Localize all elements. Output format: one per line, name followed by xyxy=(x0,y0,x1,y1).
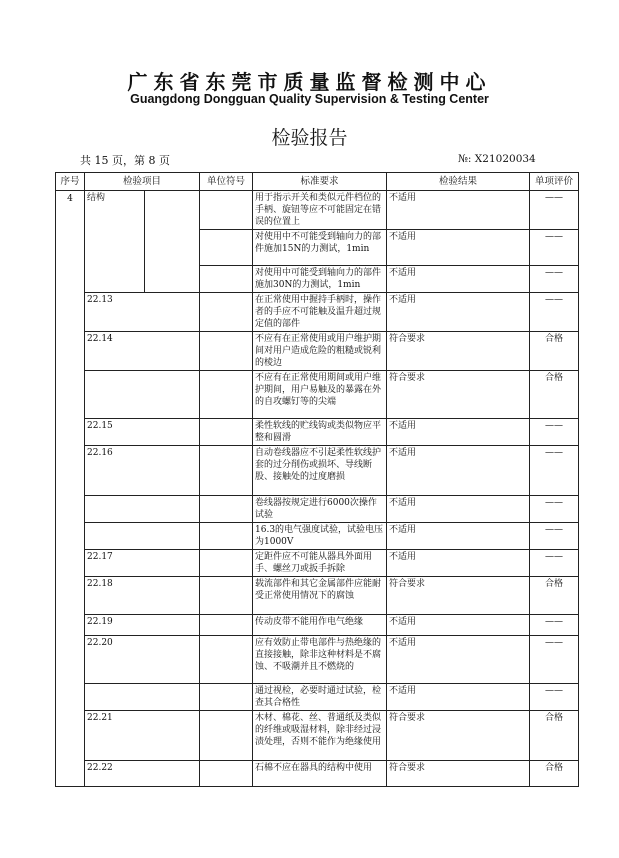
requirement-cell: 传动皮带不能用作电气绝缘 xyxy=(253,615,387,636)
unit-cell xyxy=(200,550,253,577)
verdict-cell: 合格 xyxy=(530,577,579,615)
result-cell: 符合要求 xyxy=(387,332,530,371)
clause-cell: 22.16 xyxy=(85,446,200,496)
table-row xyxy=(56,371,579,419)
unit-cell xyxy=(200,230,253,266)
col-header-requirement: 标准要求 xyxy=(253,173,387,191)
requirement-cell: 16.3的电气强度试验，试验电压为1000V xyxy=(253,523,387,550)
verdict-cell: —— xyxy=(530,684,579,711)
result-cell: 符合要求 xyxy=(387,371,530,419)
requirement-cell: 用于指示开关和类似元件档位的手柄、旋钮等应不可能固定在错误的位置上 xyxy=(253,191,387,230)
requirement-cell: 通过视检，必要时通过试验，检查其合格性 xyxy=(253,684,387,711)
unit-cell xyxy=(200,419,253,446)
unit-cell xyxy=(200,711,253,761)
result-cell: 符合要求 xyxy=(387,577,530,615)
col-header-item: 检验项目 xyxy=(85,173,200,191)
table-row xyxy=(56,711,579,761)
result-cell: 不适用 xyxy=(387,496,530,523)
verdict-cell: —— xyxy=(530,266,579,293)
unit-cell xyxy=(200,577,253,615)
unit-cell xyxy=(200,293,253,332)
item-cell xyxy=(85,191,200,293)
table-row xyxy=(56,550,579,577)
unit-cell xyxy=(200,191,253,230)
org-name-english: Guangdong Dongguan Quality Supervision & Testing Center xyxy=(130,92,489,106)
inspection-table xyxy=(55,172,579,787)
verdict-cell: —— xyxy=(530,523,579,550)
verdict-cell: 合格 xyxy=(530,761,579,787)
table-row xyxy=(56,636,579,684)
verdict-cell: 合格 xyxy=(530,332,579,371)
clause-cell xyxy=(85,523,200,550)
result-cell: 不适用 xyxy=(387,266,530,293)
clause-cell: 22.13 xyxy=(85,293,200,332)
unit-cell xyxy=(200,496,253,523)
verdict-cell: 合格 xyxy=(530,371,579,419)
table-row xyxy=(56,191,579,230)
org-name-chinese: 广东省东莞市质量监督检测中心 xyxy=(127,70,492,94)
requirement-cell: 卷线器按规定进行6000次操作试验 xyxy=(253,496,387,523)
result-cell: 不适用 xyxy=(387,446,530,496)
col-header-unit: 单位符号 xyxy=(200,173,253,191)
result-cell: 符合要求 xyxy=(387,761,530,787)
clause-cell: 22.19 xyxy=(85,615,200,636)
clause-cell: 22.14 xyxy=(85,332,200,371)
verdict-cell: —— xyxy=(530,293,579,332)
unit-cell xyxy=(200,332,253,371)
table-row xyxy=(56,293,579,332)
requirement-cell: 不应有在正常使用或用户维护期间对用户造成危险的粗糙或锐利的棱边 xyxy=(253,332,387,371)
result-cell: 符合要求 xyxy=(387,711,530,761)
clause-cell xyxy=(85,684,200,711)
col-header-verdict: 单项评价 xyxy=(530,173,579,191)
unit-cell xyxy=(200,636,253,684)
clause-cell: 22.20 xyxy=(85,636,200,684)
result-cell: 不适用 xyxy=(387,636,530,684)
verdict-cell: —— xyxy=(530,636,579,684)
requirement-cell: 木材、棉花、丝、普通纸及类似的纤维或吸湿材料，除非经过浸渍处理，否则不能作为绝缘使用 xyxy=(253,711,387,761)
unit-cell xyxy=(200,615,253,636)
table-row xyxy=(56,496,579,523)
col-header-result: 检验结果 xyxy=(387,173,530,191)
table-row xyxy=(56,419,579,446)
seq-cell: 4 xyxy=(56,191,85,787)
verdict-cell: —— xyxy=(530,615,579,636)
verdict-cell: —— xyxy=(530,550,579,577)
requirement-cell: 在正常使用中握持手柄时，操作者的手应不可能触及温升超过规定值的部件 xyxy=(253,293,387,332)
result-cell: 不适用 xyxy=(387,293,530,332)
result-cell: 不适用 xyxy=(387,191,530,230)
page-info: 共 15 页，第 8 页 xyxy=(80,154,170,167)
verdict-cell: 合格 xyxy=(530,711,579,761)
result-cell: 不适用 xyxy=(387,684,530,711)
verdict-cell: —— xyxy=(530,230,579,266)
clause-cell: 22.15 xyxy=(85,419,200,446)
unit-cell xyxy=(200,446,253,496)
table-row xyxy=(56,446,579,496)
report-title: 检验报告 xyxy=(271,127,348,149)
result-cell: 不适用 xyxy=(387,615,530,636)
verdict-cell: —— xyxy=(530,191,579,230)
table-row xyxy=(56,523,579,550)
table-row xyxy=(56,577,579,615)
result-cell: 不适用 xyxy=(387,523,530,550)
table-row xyxy=(56,615,579,636)
unit-cell xyxy=(200,371,253,419)
verdict-cell: —— xyxy=(530,496,579,523)
result-cell: 不适用 xyxy=(387,550,530,577)
clause-cell: 22.18 xyxy=(85,577,200,615)
requirement-cell: 定距件应不可能从器具外面用手、螺丝刀或扳手拆除 xyxy=(253,550,387,577)
clause-cell: 22.22 xyxy=(85,761,200,787)
table-row xyxy=(56,684,579,711)
clause-cell xyxy=(85,371,200,419)
requirement-cell: 应有效防止带电部件与热绝缘的直接接触，除非这种材料是不腐蚀、不吸潮并且不燃烧的 xyxy=(253,636,387,684)
item-name: 结构 xyxy=(85,191,145,292)
table-row xyxy=(56,332,579,371)
unit-cell xyxy=(200,761,253,787)
verdict-cell: —— xyxy=(530,446,579,496)
verdict-cell: —— xyxy=(530,419,579,446)
requirement-cell: 自动卷线器应不引起柔性软线护套的过分削伤或损坏、导线断股、接触处的过度磨损 xyxy=(253,446,387,496)
requirement-cell: 对使用中不可能受到轴向力的部件施加15N的力测试，1min xyxy=(253,230,387,266)
unit-cell xyxy=(200,684,253,711)
requirement-cell: 对使用中可能受到轴向力的部件施加30N的力测试，1min xyxy=(253,266,387,293)
clause-cell: 22.21 xyxy=(85,711,200,761)
clause-cell: 22.17 xyxy=(85,550,200,577)
col-header-seq: 序号 xyxy=(56,173,85,191)
unit-cell xyxy=(200,523,253,550)
result-cell: 不适用 xyxy=(387,419,530,446)
unit-cell xyxy=(200,266,253,293)
requirement-cell: 柔性软线的贮线钩或类似物应平整和圆滑 xyxy=(253,419,387,446)
requirement-cell: 载流部件和其它金属部件应能耐受正常使用情况下的腐蚀 xyxy=(253,577,387,615)
clause-cell xyxy=(85,496,200,523)
table-header-row xyxy=(56,173,579,191)
requirement-cell: 不应有在正常使用期间或用户维护期间，用户易触及的暴露在外的自攻螺钉等的尖端 xyxy=(253,371,387,419)
report-number: №: X21020034 xyxy=(458,153,536,165)
table-row xyxy=(56,761,579,787)
result-cell: 不适用 xyxy=(387,230,530,266)
requirement-cell: 石棉不应在器具的结构中使用 xyxy=(253,761,387,787)
